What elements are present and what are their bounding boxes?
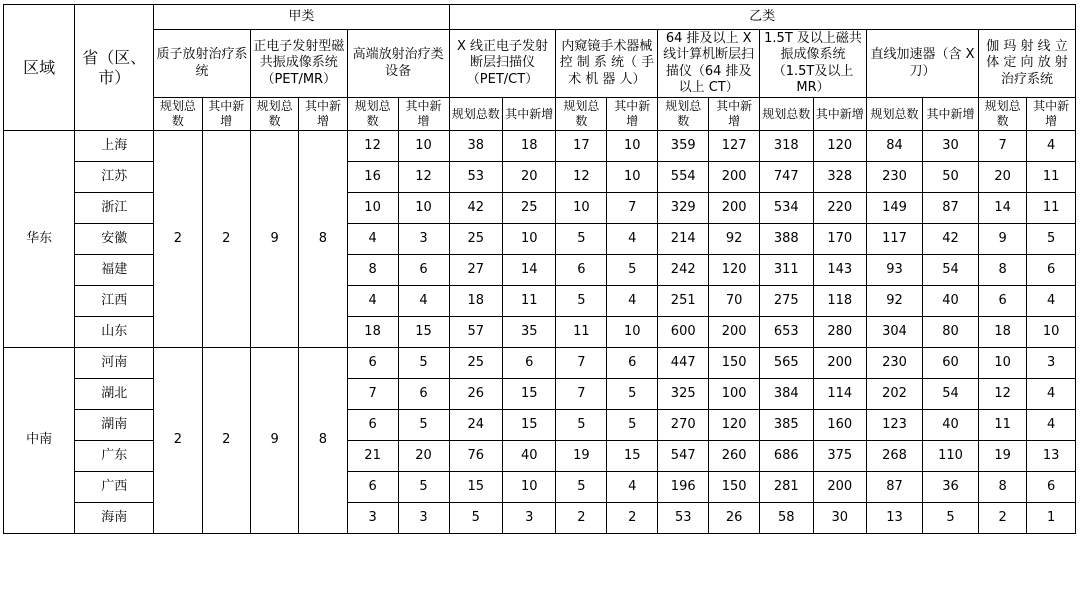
cell-value: 653 bbox=[760, 317, 813, 348]
cell-value: 268 bbox=[866, 441, 922, 472]
cell-value: 304 bbox=[866, 317, 922, 348]
cell-value: 388 bbox=[760, 224, 813, 255]
cell-value: 10 bbox=[347, 193, 398, 224]
cell-value: 150 bbox=[709, 348, 760, 379]
header-equipment-proton: 质子放射治疗系统 bbox=[154, 30, 251, 98]
cell-value: 325 bbox=[658, 379, 709, 410]
cell-value: 8 bbox=[978, 472, 1026, 503]
cell-value: 15 bbox=[503, 379, 556, 410]
header-sub-new-8: 其中新增 bbox=[922, 98, 978, 131]
cell-value: 5 bbox=[449, 503, 502, 534]
header-row-groups bbox=[4, 5, 1076, 30]
medical-equipment-planning-table bbox=[3, 4, 1076, 534]
cell-proton-new: 2 bbox=[202, 131, 250, 348]
cell-value: 230 bbox=[866, 348, 922, 379]
region-label-zhongnan: 中南 bbox=[4, 348, 75, 534]
header-region-corner: 区域 bbox=[4, 5, 75, 131]
cell-value: 10 bbox=[1027, 317, 1076, 348]
cell-value: 53 bbox=[449, 162, 502, 193]
table-row bbox=[4, 348, 1076, 379]
header-sub-total-8: 规划总数 bbox=[866, 98, 922, 131]
cell-value: 686 bbox=[760, 441, 813, 472]
cell-value: 40 bbox=[922, 286, 978, 317]
cell-value: 100 bbox=[709, 379, 760, 410]
cell-value: 60 bbox=[922, 348, 978, 379]
header-equipment-ct64: 64 排及以上 X 线计算机断层扫描仪（64 排及以上 CT） bbox=[658, 30, 760, 98]
cell-value: 2 bbox=[607, 503, 658, 534]
cell-value: 9 bbox=[978, 224, 1026, 255]
header-equipment-mr15t: 1.5T 及以上磁共振成像系统（1.5T及以上 MR） bbox=[760, 30, 867, 98]
cell-value: 747 bbox=[760, 162, 813, 193]
cell-proton-total: 2 bbox=[154, 131, 202, 348]
cell-value: 30 bbox=[813, 503, 866, 534]
cell-value: 25 bbox=[449, 224, 502, 255]
cell-value: 6 bbox=[398, 255, 449, 286]
cell-value: 10 bbox=[556, 193, 607, 224]
header-sub-new-9: 其中新增 bbox=[1027, 98, 1076, 131]
cell-value: 57 bbox=[449, 317, 502, 348]
province-label: 上海 bbox=[75, 131, 154, 162]
cell-value: 4 bbox=[347, 286, 398, 317]
cell-value: 7 bbox=[607, 193, 658, 224]
province-label: 山东 bbox=[75, 317, 154, 348]
header-row-subcolumns bbox=[4, 98, 1076, 131]
cell-value: 280 bbox=[813, 317, 866, 348]
cell-value: 200 bbox=[709, 193, 760, 224]
cell-value: 92 bbox=[709, 224, 760, 255]
cell-value: 230 bbox=[866, 162, 922, 193]
cell-value: 11 bbox=[1027, 193, 1076, 224]
province-label: 福建 bbox=[75, 255, 154, 286]
header-sub-total-1: 规划总数 bbox=[154, 98, 202, 131]
cell-value: 11 bbox=[503, 286, 556, 317]
cell-value: 54 bbox=[922, 379, 978, 410]
cell-value: 15 bbox=[607, 441, 658, 472]
cell-value: 54 bbox=[922, 255, 978, 286]
cell-value: 6 bbox=[978, 286, 1026, 317]
cell-value: 149 bbox=[866, 193, 922, 224]
cell-value: 6 bbox=[1027, 255, 1076, 286]
cell-value: 8 bbox=[347, 255, 398, 286]
cell-value: 5 bbox=[607, 255, 658, 286]
header-sub-new-5: 其中新增 bbox=[607, 98, 658, 131]
province-label: 河南 bbox=[75, 348, 154, 379]
cell-value: 13 bbox=[1027, 441, 1076, 472]
header-sub-total-3: 规划总数 bbox=[347, 98, 398, 131]
cell-value: 40 bbox=[922, 410, 978, 441]
cell-value: 120 bbox=[813, 131, 866, 162]
cell-value: 11 bbox=[978, 410, 1026, 441]
cell-value: 200 bbox=[813, 472, 866, 503]
cell-value: 3 bbox=[398, 224, 449, 255]
cell-value: 447 bbox=[658, 348, 709, 379]
cell-value: 120 bbox=[709, 255, 760, 286]
cell-value: 42 bbox=[449, 193, 502, 224]
province-label: 江西 bbox=[75, 286, 154, 317]
cell-value: 4 bbox=[347, 224, 398, 255]
header-sub-total-4: 规划总数 bbox=[449, 98, 502, 131]
cell-value: 27 bbox=[449, 255, 502, 286]
cell-value: 19 bbox=[978, 441, 1026, 472]
cell-value: 21 bbox=[347, 441, 398, 472]
cell-value: 17 bbox=[556, 131, 607, 162]
cell-value: 270 bbox=[658, 410, 709, 441]
cell-value: 53 bbox=[658, 503, 709, 534]
cell-value: 2 bbox=[978, 503, 1026, 534]
cell-value: 84 bbox=[866, 131, 922, 162]
cell-value: 6 bbox=[607, 348, 658, 379]
cell-value: 15 bbox=[398, 317, 449, 348]
cell-value: 11 bbox=[556, 317, 607, 348]
cell-value: 565 bbox=[760, 348, 813, 379]
cell-value: 30 bbox=[922, 131, 978, 162]
cell-value: 6 bbox=[347, 410, 398, 441]
cell-value: 5 bbox=[607, 410, 658, 441]
cell-value: 87 bbox=[866, 472, 922, 503]
cell-value: 5 bbox=[556, 410, 607, 441]
cell-value: 5 bbox=[922, 503, 978, 534]
cell-value: 275 bbox=[760, 286, 813, 317]
cell-value: 311 bbox=[760, 255, 813, 286]
cell-value: 202 bbox=[866, 379, 922, 410]
header-equipment-linac: 直线加速器（含 X 刀） bbox=[866, 30, 978, 98]
cell-value: 3 bbox=[347, 503, 398, 534]
cell-value: 76 bbox=[449, 441, 502, 472]
cell-value: 26 bbox=[449, 379, 502, 410]
header-group-class-a: 甲类 bbox=[154, 5, 449, 30]
cell-value: 200 bbox=[813, 348, 866, 379]
header-sub-new-3: 其中新增 bbox=[398, 98, 449, 131]
cell-value: 10 bbox=[398, 193, 449, 224]
cell-value: 14 bbox=[503, 255, 556, 286]
cell-value: 40 bbox=[503, 441, 556, 472]
province-label: 广东 bbox=[75, 441, 154, 472]
header-group-class-b: 乙类 bbox=[449, 5, 1075, 30]
cell-value: 5 bbox=[1027, 224, 1076, 255]
cell-value: 38 bbox=[449, 131, 502, 162]
header-sub-total-7: 规划总数 bbox=[760, 98, 813, 131]
header-sub-new-4: 其中新增 bbox=[503, 98, 556, 131]
cell-value: 7 bbox=[556, 348, 607, 379]
cell-value: 170 bbox=[813, 224, 866, 255]
cell-value: 93 bbox=[866, 255, 922, 286]
table-row bbox=[4, 131, 1076, 162]
cell-value: 329 bbox=[658, 193, 709, 224]
cell-value: 8 bbox=[978, 255, 1026, 286]
header-equipment-highend-radiotherapy: 高端放射治疗类设备 bbox=[347, 30, 449, 98]
cell-value: 92 bbox=[866, 286, 922, 317]
cell-value: 24 bbox=[449, 410, 502, 441]
province-label: 广西 bbox=[75, 472, 154, 503]
cell-value: 20 bbox=[503, 162, 556, 193]
cell-value: 150 bbox=[709, 472, 760, 503]
cell-value: 4 bbox=[607, 224, 658, 255]
cell-value: 4 bbox=[1027, 286, 1076, 317]
cell-value: 5 bbox=[556, 224, 607, 255]
cell-value: 547 bbox=[658, 441, 709, 472]
cell-value: 4 bbox=[1027, 410, 1076, 441]
cell-value: 20 bbox=[978, 162, 1026, 193]
cell-value: 87 bbox=[922, 193, 978, 224]
cell-value: 13 bbox=[866, 503, 922, 534]
cell-value: 36 bbox=[922, 472, 978, 503]
cell-value: 196 bbox=[658, 472, 709, 503]
cell-value: 4 bbox=[607, 472, 658, 503]
cell-value: 200 bbox=[709, 317, 760, 348]
cell-petmr-new: 8 bbox=[299, 131, 347, 348]
cell-value: 251 bbox=[658, 286, 709, 317]
cell-petmr-total: 9 bbox=[250, 131, 298, 348]
cell-value: 2 bbox=[556, 503, 607, 534]
cell-value: 10 bbox=[978, 348, 1026, 379]
cell-value: 16 bbox=[347, 162, 398, 193]
cell-value: 534 bbox=[760, 193, 813, 224]
cell-value: 42 bbox=[922, 224, 978, 255]
cell-value: 120 bbox=[709, 410, 760, 441]
cell-value: 4 bbox=[1027, 131, 1076, 162]
cell-value: 118 bbox=[813, 286, 866, 317]
cell-value: 220 bbox=[813, 193, 866, 224]
cell-value: 12 bbox=[398, 162, 449, 193]
cell-value: 117 bbox=[866, 224, 922, 255]
cell-value: 554 bbox=[658, 162, 709, 193]
province-label: 海南 bbox=[75, 503, 154, 534]
cell-value: 7 bbox=[556, 379, 607, 410]
cell-value: 5 bbox=[556, 286, 607, 317]
cell-value: 18 bbox=[503, 131, 556, 162]
cell-value: 318 bbox=[760, 131, 813, 162]
cell-value: 25 bbox=[449, 348, 502, 379]
cell-value: 4 bbox=[1027, 379, 1076, 410]
cell-value: 143 bbox=[813, 255, 866, 286]
cell-value: 12 bbox=[978, 379, 1026, 410]
header-sub-total-2: 规划总数 bbox=[250, 98, 298, 131]
cell-value: 6 bbox=[1027, 472, 1076, 503]
cell-value: 18 bbox=[449, 286, 502, 317]
header-sub-new-1: 其中新增 bbox=[202, 98, 250, 131]
cell-proton-total: 2 bbox=[154, 348, 202, 534]
header-sub-new-2: 其中新增 bbox=[299, 98, 347, 131]
cell-value: 359 bbox=[658, 131, 709, 162]
cell-value: 70 bbox=[709, 286, 760, 317]
cell-value: 35 bbox=[503, 317, 556, 348]
cell-petmr-new: 8 bbox=[299, 348, 347, 534]
cell-value: 11 bbox=[1027, 162, 1076, 193]
header-equipment-gamma-knife: 伽 玛 射 线 立体 定 向 放 射治疗系统 bbox=[978, 30, 1075, 98]
cell-value: 114 bbox=[813, 379, 866, 410]
header-sub-total-5: 规划总数 bbox=[556, 98, 607, 131]
cell-value: 6 bbox=[347, 472, 398, 503]
cell-value: 15 bbox=[503, 410, 556, 441]
cell-proton-new: 2 bbox=[202, 348, 250, 534]
cell-value: 4 bbox=[607, 286, 658, 317]
cell-value: 242 bbox=[658, 255, 709, 286]
cell-value: 375 bbox=[813, 441, 866, 472]
cell-value: 58 bbox=[760, 503, 813, 534]
header-equipment-petct: X 线正电子发射断层扫描仪（PET/CT） bbox=[449, 30, 556, 98]
cell-petmr-total: 9 bbox=[250, 348, 298, 534]
cell-value: 281 bbox=[760, 472, 813, 503]
cell-value: 5 bbox=[398, 348, 449, 379]
cell-value: 6 bbox=[503, 348, 556, 379]
cell-value: 10 bbox=[398, 131, 449, 162]
cell-value: 5 bbox=[556, 472, 607, 503]
cell-value: 385 bbox=[760, 410, 813, 441]
cell-value: 3 bbox=[503, 503, 556, 534]
cell-value: 50 bbox=[922, 162, 978, 193]
cell-value: 7 bbox=[978, 131, 1026, 162]
header-sub-total-6: 规划总数 bbox=[658, 98, 709, 131]
cell-value: 10 bbox=[607, 162, 658, 193]
cell-value: 328 bbox=[813, 162, 866, 193]
cell-value: 6 bbox=[556, 255, 607, 286]
cell-value: 600 bbox=[658, 317, 709, 348]
cell-value: 110 bbox=[922, 441, 978, 472]
cell-value: 10 bbox=[503, 472, 556, 503]
region-label-huadong: 华东 bbox=[4, 131, 75, 348]
province-label: 湖北 bbox=[75, 379, 154, 410]
cell-value: 25 bbox=[503, 193, 556, 224]
cell-value: 214 bbox=[658, 224, 709, 255]
cell-value: 19 bbox=[556, 441, 607, 472]
cell-value: 12 bbox=[347, 131, 398, 162]
cell-value: 200 bbox=[709, 162, 760, 193]
header-equipment-petmr: 正电子发射型磁共振成像系统（PET/MR） bbox=[250, 30, 347, 98]
cell-value: 5 bbox=[398, 472, 449, 503]
cell-value: 80 bbox=[922, 317, 978, 348]
header-sub-new-6: 其中新增 bbox=[709, 98, 760, 131]
cell-value: 15 bbox=[449, 472, 502, 503]
cell-value: 20 bbox=[398, 441, 449, 472]
cell-value: 7 bbox=[347, 379, 398, 410]
cell-value: 10 bbox=[503, 224, 556, 255]
cell-value: 12 bbox=[556, 162, 607, 193]
cell-value: 26 bbox=[709, 503, 760, 534]
cell-value: 260 bbox=[709, 441, 760, 472]
cell-value: 1 bbox=[1027, 503, 1076, 534]
header-sub-new-7: 其中新增 bbox=[813, 98, 866, 131]
cell-value: 10 bbox=[607, 317, 658, 348]
cell-value: 10 bbox=[607, 131, 658, 162]
cell-value: 18 bbox=[347, 317, 398, 348]
province-label: 浙江 bbox=[75, 193, 154, 224]
cell-value: 5 bbox=[398, 410, 449, 441]
cell-value: 384 bbox=[760, 379, 813, 410]
cell-value: 5 bbox=[607, 379, 658, 410]
cell-value: 127 bbox=[709, 131, 760, 162]
cell-value: 6 bbox=[398, 379, 449, 410]
header-province-corner: 省（区、市） bbox=[75, 5, 154, 131]
header-equipment-surgical-robot: 内窥镜手术器械 控 制 系 统（ 手 术 机 器 人） bbox=[556, 30, 658, 98]
province-label: 江苏 bbox=[75, 162, 154, 193]
cell-value: 14 bbox=[978, 193, 1026, 224]
cell-value: 6 bbox=[347, 348, 398, 379]
cell-value: 3 bbox=[398, 503, 449, 534]
province-label: 安徽 bbox=[75, 224, 154, 255]
cell-value: 160 bbox=[813, 410, 866, 441]
cell-value: 18 bbox=[978, 317, 1026, 348]
province-label: 湖南 bbox=[75, 410, 154, 441]
cell-value: 123 bbox=[866, 410, 922, 441]
cell-value: 4 bbox=[398, 286, 449, 317]
header-sub-total-9: 规划总数 bbox=[978, 98, 1026, 131]
cell-value: 3 bbox=[1027, 348, 1076, 379]
